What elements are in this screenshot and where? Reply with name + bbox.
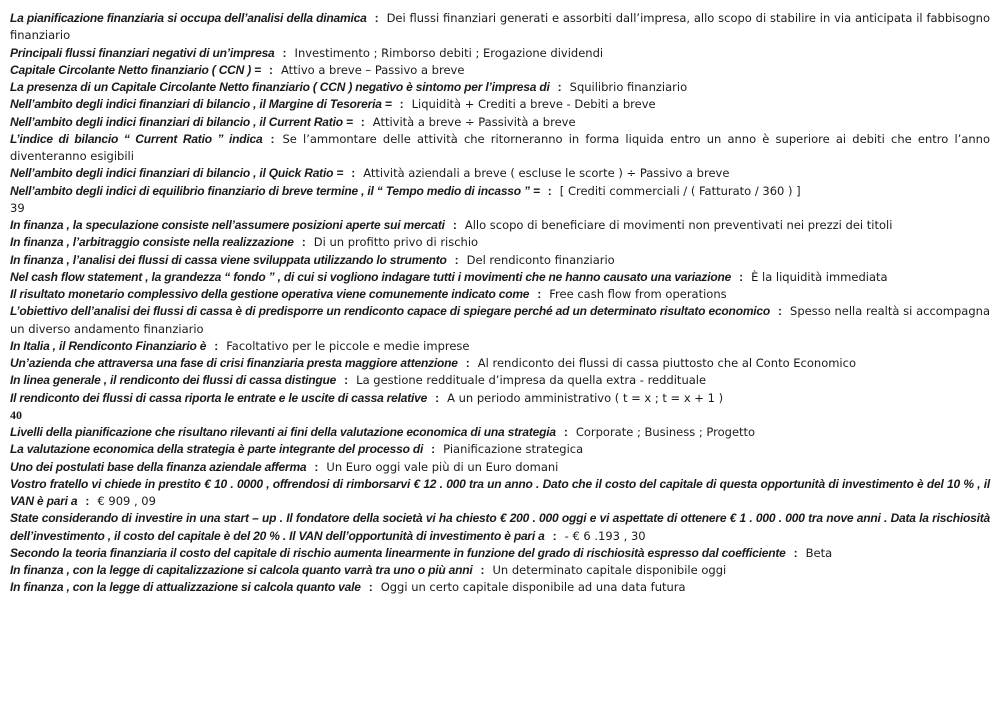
separator: : bbox=[85, 494, 90, 508]
separator: : bbox=[547, 183, 552, 198]
qa-item bbox=[10, 510, 990, 545]
question: Nell’ambito degli indici finanziari di bilancio , il Margine di Tesoreria = bbox=[10, 97, 392, 112]
separator: : bbox=[399, 97, 404, 112]
separator: : bbox=[563, 425, 568, 439]
question: Capitale Circolante Netto finanziario ( CCN ) = bbox=[10, 62, 261, 77]
answer: Liquidità + Crediti a breve - Debiti a breve bbox=[411, 97, 656, 112]
qa-item bbox=[10, 441, 990, 458]
qa-item bbox=[10, 234, 990, 251]
qa-item bbox=[10, 62, 990, 79]
separator: : bbox=[268, 62, 273, 77]
answer: Oggi un certo capitale disponibile ad una data futura bbox=[380, 580, 686, 595]
qa-item bbox=[10, 252, 990, 269]
qa-item bbox=[10, 562, 990, 579]
qa-item bbox=[10, 459, 990, 476]
question: Nel cash flow statement , la grandezza “ fondo ” , di cui si vogliono indagare tutti i movimenti che ne hanno causato una variazione bbox=[10, 269, 732, 284]
answer: [ Crediti commerciali / ( Fatturato / 360 ) ] bbox=[559, 183, 801, 198]
answer: Allo scopo di beneficiare di movimenti non preventivati nei prezzi dei titoli bbox=[464, 218, 893, 232]
qa-item bbox=[10, 424, 990, 441]
question: In finanza , con la legge di attualizzazione si calcola quanto vale bbox=[10, 580, 361, 595]
qa-item bbox=[10, 45, 990, 62]
answer: Un Euro oggi vale più di un Euro domani bbox=[326, 459, 559, 474]
question: Un’azienda che attraversa una fase di crisi finanziaria presta maggiore attenzione bbox=[10, 356, 458, 370]
separator: : bbox=[351, 166, 356, 181]
separator: : bbox=[793, 545, 798, 560]
separator: : bbox=[557, 80, 562, 94]
answer: Spesso nella realtà si accompagna un diverso andamento finanziario bbox=[10, 304, 990, 336]
answer: Pianificazione strategica bbox=[443, 442, 584, 457]
qa-item bbox=[10, 79, 990, 96]
qa-item bbox=[10, 114, 990, 131]
question: In finanza , con la legge di capitalizzazione si calcola quanto varrà tra uno o più anni bbox=[10, 563, 473, 577]
question: La presenza di un Capitale Circolante Netto finanziario ( CCN ) negativo è sintomo per l’impresa di bbox=[10, 80, 550, 94]
answer: - € 6 .193 , 30 bbox=[564, 528, 646, 543]
separator: : bbox=[465, 356, 470, 370]
qa-item bbox=[10, 217, 990, 234]
separator: : bbox=[360, 114, 365, 129]
separator: : bbox=[368, 580, 373, 595]
qa-item bbox=[10, 476, 990, 511]
separator: : bbox=[374, 11, 379, 25]
question: Vostro fratello vi chiede in prestito € 10 . 0000 , offrendosi di rimborsarvi € 12 . 000 tra un anno . Dato che il costo del capitale di questa opportunità di investimento è del 10 % , il VAN è pari a bbox=[10, 476, 990, 508]
answer: Attività a breve ÷ Passività a breve bbox=[372, 114, 576, 129]
qa-item bbox=[10, 96, 990, 113]
separator: : bbox=[739, 269, 744, 284]
separator: : bbox=[431, 442, 436, 457]
qa-item bbox=[10, 183, 990, 200]
question: La valutazione economica della strategia è parte integrante del processo di bbox=[10, 442, 424, 457]
qa-item bbox=[10, 545, 990, 562]
page-number-40: 40 bbox=[10, 407, 22, 422]
question: Principali flussi finanziari negativi di un’impresa bbox=[10, 45, 275, 60]
question: State considerando di investire in una start – up . Il fondatore della società vi ha chiesto € 200 . 000 oggi e vi aspettate di ottenere € 1 . 000 . 000 tra nove anni . Data la rischiosità dell’investimento , il costo del capitale è del 20 % . Il VAN dell’opportunità di investimento è pari a bbox=[10, 511, 990, 543]
qa-item bbox=[10, 286, 990, 303]
separator: : bbox=[452, 218, 457, 232]
qa-item bbox=[10, 579, 990, 596]
qa-item bbox=[10, 338, 990, 355]
answer: La gestione reddituale d’impresa da quella extra - reddituale bbox=[356, 373, 707, 388]
separator: : bbox=[270, 131, 275, 146]
separator: : bbox=[778, 304, 783, 319]
separator: : bbox=[454, 252, 459, 267]
question: La pianificazione finanziaria si occupa dell’analisi della dinamica bbox=[10, 11, 367, 25]
answer: Del rendiconto finanziario bbox=[466, 252, 615, 267]
qa-item bbox=[10, 269, 990, 286]
separator: : bbox=[282, 45, 287, 60]
question: In finanza , la speculazione consiste nell’assumere posizioni aperte sui mercati bbox=[10, 218, 445, 232]
page-number-39: 39 bbox=[10, 200, 25, 215]
separator: : bbox=[344, 373, 349, 388]
answer: Se l’ammontare delle attività che ritorneranno in forma liquida entro un anno è superiore ai debiti che entro l’anno diventeranno esigibili bbox=[10, 131, 990, 163]
qa-item bbox=[10, 303, 990, 338]
answer: Attivo a breve – Passivo a breve bbox=[280, 62, 465, 77]
separator: : bbox=[537, 287, 542, 301]
answer: Free cash flow from operations bbox=[549, 287, 727, 301]
question: In finanza , l’analisi dei flussi di cassa viene sviluppata utilizzando lo strumento bbox=[10, 252, 447, 267]
answer: Beta bbox=[805, 545, 833, 560]
answer: € 909 , 09 bbox=[97, 494, 156, 508]
answer: Un determinato capitale disponibile oggi bbox=[492, 563, 727, 577]
answer: Squilibrio finanziario bbox=[569, 80, 688, 94]
question: L’indice di bilancio “ Current Ratio ” indica bbox=[10, 131, 263, 146]
qa-item bbox=[10, 390, 990, 407]
question: In finanza , l’arbitraggio consiste nella realizzazione bbox=[10, 235, 294, 250]
question: In Italia , il Rendiconto Finanziario è bbox=[10, 338, 207, 353]
answer: Al rendiconto dei flussi di cassa piuttosto che al Conto Economico bbox=[477, 356, 856, 370]
separator: : bbox=[480, 563, 485, 577]
separator: : bbox=[301, 235, 306, 250]
answer: Di un profitto privo di rischio bbox=[313, 235, 479, 250]
qa-item bbox=[10, 131, 990, 166]
qa-item bbox=[10, 372, 990, 389]
separator: : bbox=[552, 528, 557, 543]
answer: A un periodo amministrativo ( t = x ; t = x + 1 ) bbox=[447, 390, 724, 405]
answer: Attività aziendali a breve ( escluse le scorte ) ÷ Passivo a breve bbox=[363, 166, 730, 181]
qa-item bbox=[10, 165, 990, 182]
separator: : bbox=[214, 338, 219, 353]
question: Nell’ambito degli indici finanziari di bilancio , il Quick Ratio = bbox=[10, 166, 344, 181]
answer: Dei flussi finanziari generati e assorbiti dall’impresa, allo scopo di stabilire in via anticipata il fabbisogno finanziario bbox=[10, 11, 990, 43]
question: Il risultato monetario complessivo della gestione operativa viene comunemente indicato come bbox=[10, 287, 530, 301]
question: Uno dei postulati base della finanza aziendale afferma bbox=[10, 459, 307, 474]
answer: Facoltativo per le piccole e medie imprese bbox=[226, 338, 470, 353]
question: Il rendiconto dei flussi di cassa riporta le entrate e le uscite di cassa relative bbox=[10, 390, 428, 405]
page-number bbox=[10, 200, 990, 217]
question: L’obiettivo dell’analisi dei flussi di cassa è di predisporre un rendiconto capace di spiegare perché ad un determinato risultato economico bbox=[10, 304, 771, 319]
answer: Investimento ; Rimborso debiti ; Erogazione dividendi bbox=[294, 45, 604, 60]
answer: È la liquidità immediata bbox=[751, 269, 888, 284]
qa-item bbox=[10, 10, 990, 45]
question: Nell’ambito degli indici di equilibrio finanziario di breve termine , il “ Tempo medio di incasso ” = bbox=[10, 183, 540, 198]
separator: : bbox=[314, 459, 319, 474]
question: Livelli della pianificazione che risultano rilevanti ai fini della valutazione economica di una strategia bbox=[10, 425, 556, 439]
answer: Corporate ; Business ; Progetto bbox=[575, 425, 756, 439]
qa-item bbox=[10, 355, 990, 372]
question: In linea generale , il rendiconto dei flussi di cassa distingue bbox=[10, 373, 337, 388]
separator: : bbox=[435, 390, 440, 405]
question: Nell’ambito degli indici finanziari di bilancio , il Current Ratio = bbox=[10, 114, 353, 129]
question: Secondo la teoria finanziaria il costo del capitale di rischio aumenta linearmente in funzione del grado di rischiosità espresso dal coefficiente bbox=[10, 545, 786, 560]
